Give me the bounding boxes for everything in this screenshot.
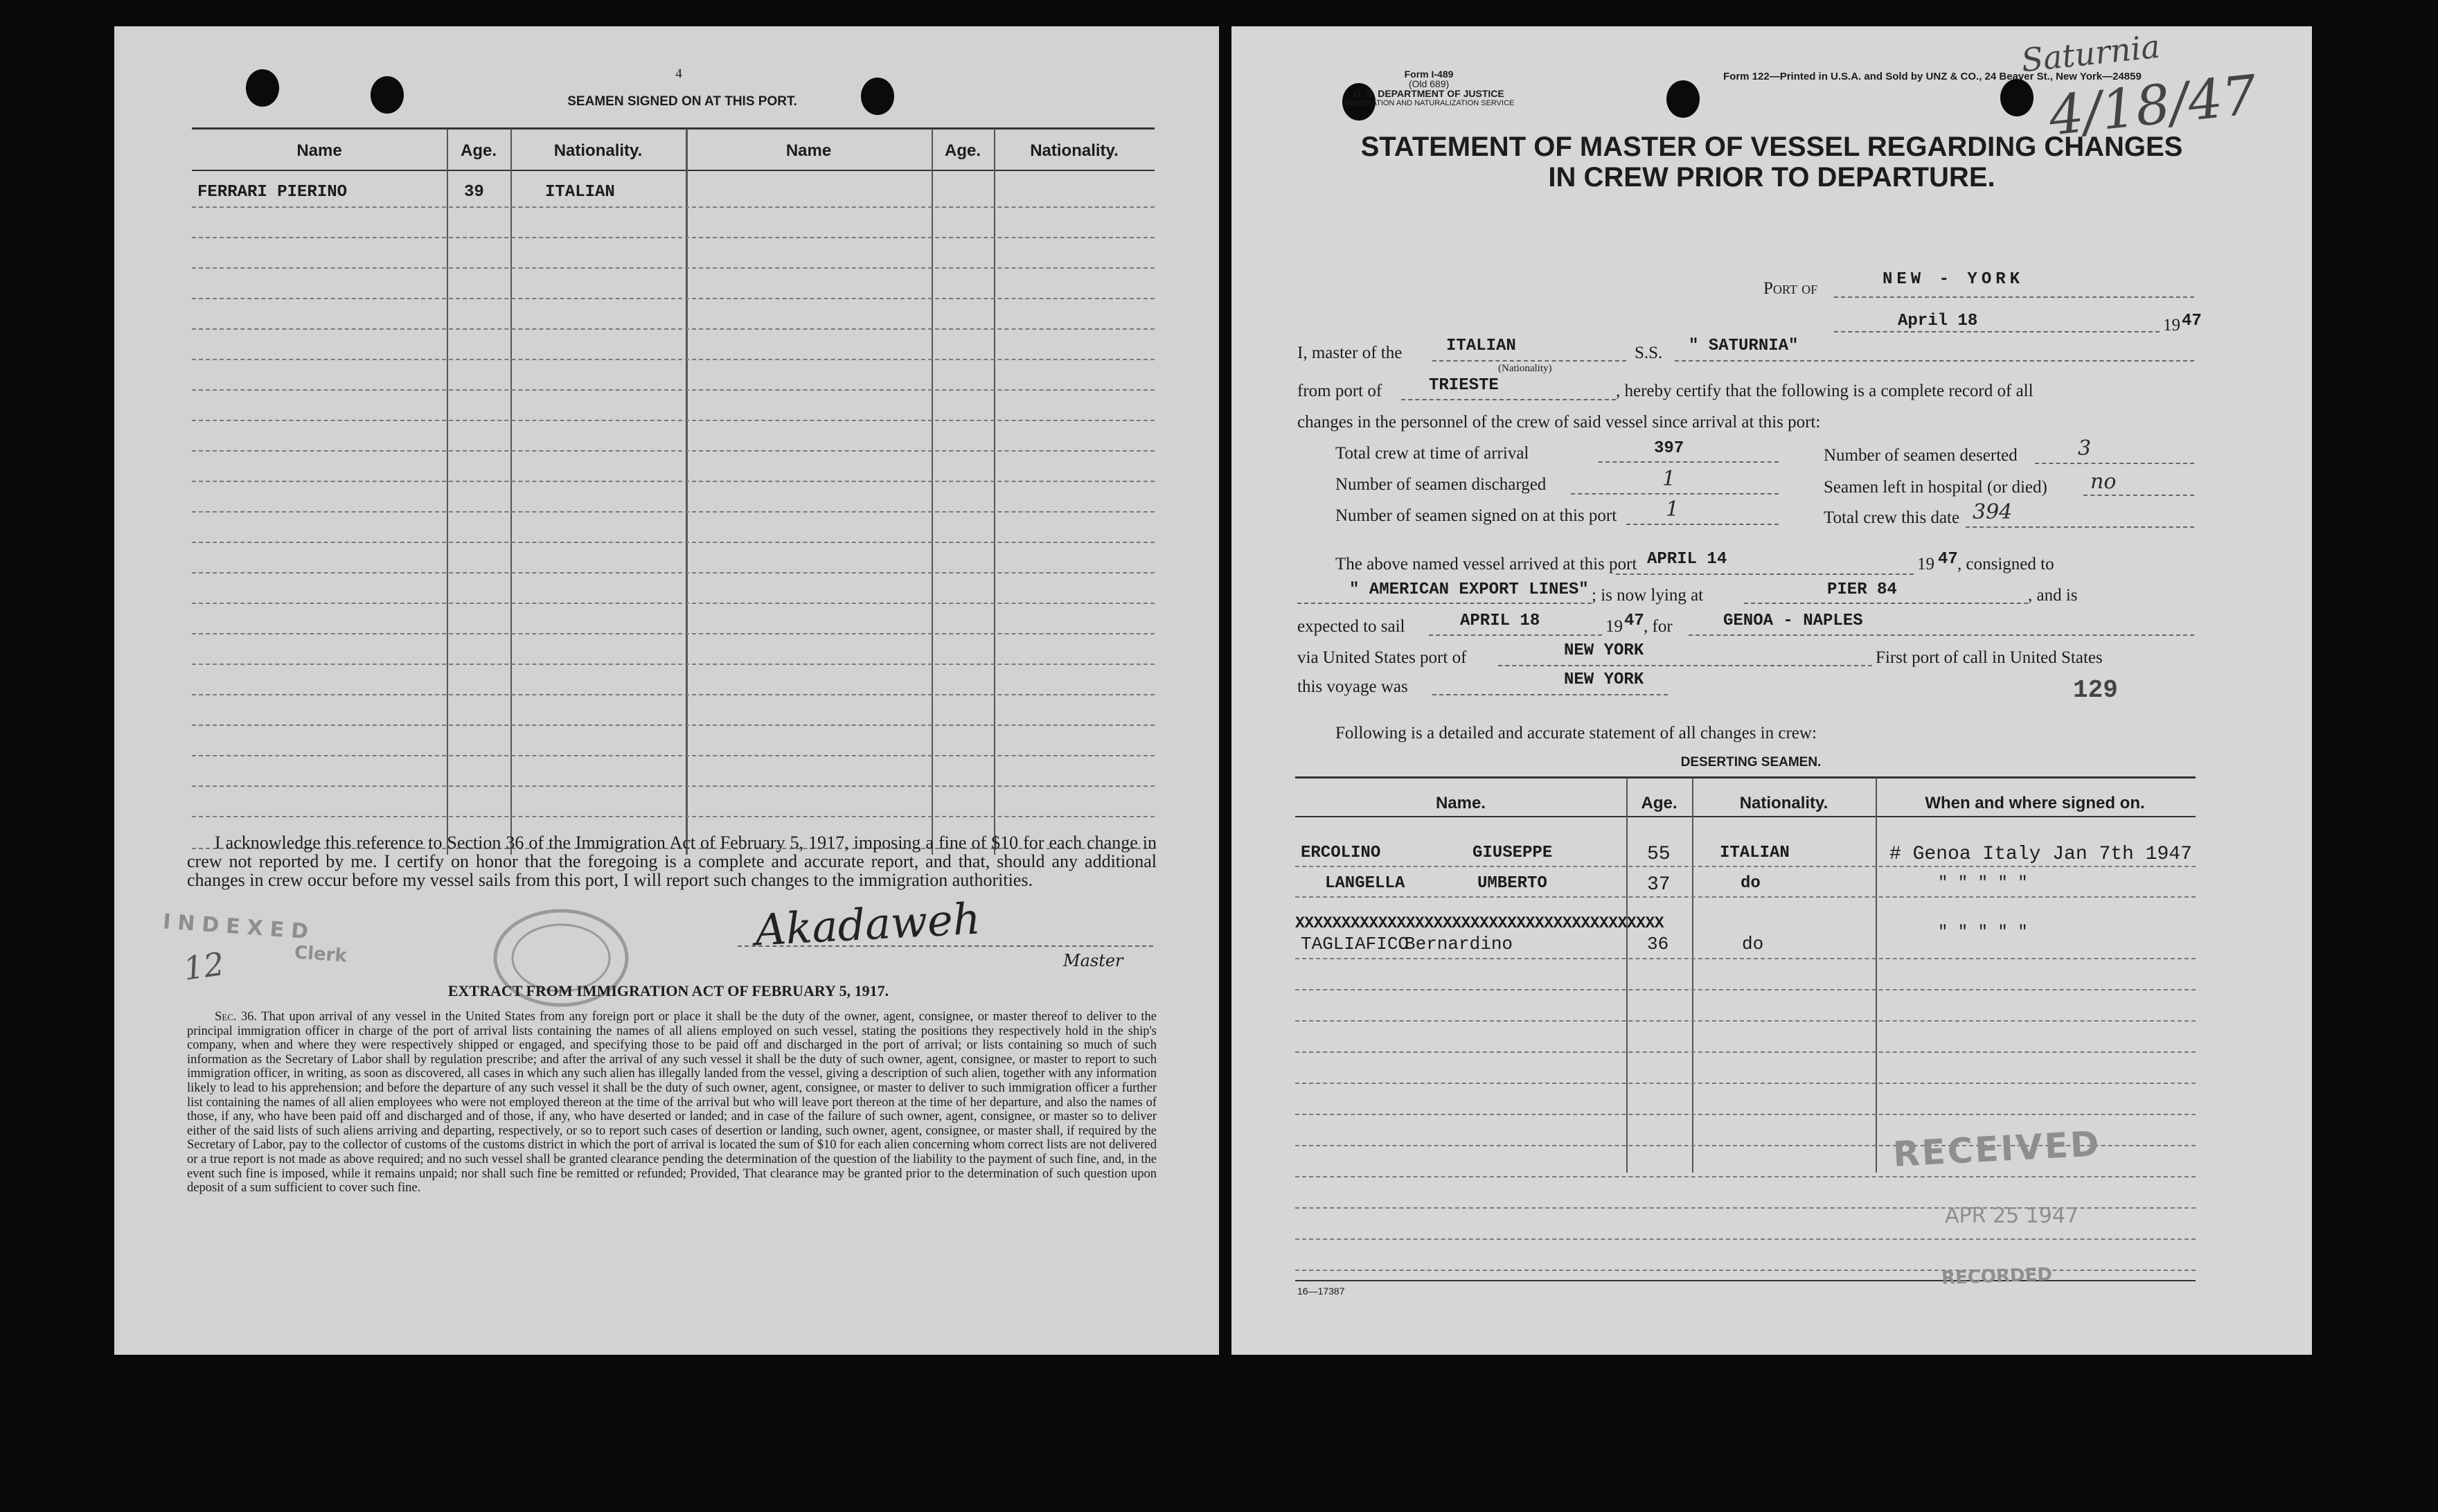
year-value: 47 (2182, 312, 2202, 330)
footer-code: 16—17387 (1297, 1286, 1345, 1297)
department: U. S. DEPARTMENT OF JUSTICE (1353, 88, 1504, 99)
deserter-nationality: do (1742, 934, 1764, 954)
row-line (192, 572, 1155, 573)
deserter-last-name: UMBERTO (1477, 874, 1547, 893)
title-line-2: IN CREW PRIOR TO DEPARTURE. (1548, 162, 1995, 193)
port-of-line (1834, 296, 2194, 298)
row-line (192, 237, 1155, 238)
title-line-1: STATEMENT OF MASTER OF VESSEL REGARDING CHANGES (1360, 132, 2183, 162)
printer-note: Form 122—Printed in U.S.A. and Sold by UNZ & CO., 24 Beaver St., New York—24859 (1723, 71, 2142, 82)
ship-line (1675, 360, 2194, 362)
row-line (1295, 1176, 2196, 1177)
row-line (1295, 1238, 2196, 1240)
fill-line (1616, 573, 1914, 575)
signature-line (738, 945, 1153, 947)
deserter-signed-on: " " " " " (1938, 874, 2028, 893)
for-value: GENOA - NAPLES (1723, 612, 1863, 630)
deserter-age: 37 (1647, 874, 1671, 896)
section-title: SEAMEN SIGNED ON AT THIS PORT. (567, 94, 797, 109)
master-label: Master (1063, 951, 1123, 970)
expected-year: 47 (1624, 612, 1644, 630)
nationality-line (1432, 360, 1626, 362)
fill-line (1599, 461, 1779, 463)
row-line (192, 328, 1155, 330)
fill-line (1966, 526, 2194, 528)
handwritten-ship-name: Saturnia (2019, 27, 2162, 80)
deserter-last-name: GIUSEPPE (1472, 844, 1553, 862)
punch-hole (371, 76, 404, 114)
row-line (1295, 1020, 2196, 1022)
row-line (1295, 1083, 2196, 1084)
consignee-value: " AMERICAN EXPORT LINES" (1349, 580, 1589, 599)
deserter-age: 55 (1647, 844, 1671, 865)
deserter-last-name: Bernardino (1405, 934, 1513, 954)
seaman-name: FERRARI PIERINO (197, 183, 348, 202)
column-header-name: Name (785, 141, 832, 160)
column-header-age: Age. (460, 141, 497, 160)
lying-label: ; is now lying at (1592, 586, 1704, 605)
arrived-year-prefix: 19 (1917, 555, 1934, 573)
deserter-signed-on: " " " " " (1938, 923, 2028, 942)
page-number: 4 (675, 66, 682, 81)
row-line (192, 450, 1155, 452)
sec-body: That upon arrival of any vessel in the United States from any foreign port or place it shall be the duty of the owner, agent, consignee, or master thereof to deliver to the principal immigration officer in charge of the port of arrival lists containing the names of all aliens employed on such vessel, stating the positions they respectively hold in the ship's company, when and where they were respectively shipped or engaged, and specifying those to be paid off and discharged in the port of arrival; or lists containing so much of such information as the Secretary of Labor shall by regulation prescribe; and after the arrival of any such vessel it shall be the duty of such owner, agent, consignee, or master to report to such immigration officer, in writing, as soon as discovered, all cases in which any such alien has illegally landed from the vessel, giving a description of such alien, together with any information likely to lead to his apprehension; and before the departure of any such vessel it shall be the duty of such owner, agent, consignee, or master to deliver to such immigration officer a further list containing the names of all alien employees who were not employed thereon at the time of the arrival but who will leave port thereon at the time of her departure, and also the names of those, if any, who have been paid off and discharged and of those, if any, who have deserted or landed; and in case of the failure of such owner, agent, consignee, or master so to deliver either of the said lists of such aliens arriving and departing, respectively, or so to report such cases of desertion or landing, such owner, agent, consignee, or master shall, if required by the Secretary of Labor, pay to the collector of customs of the customs district in which the port of arrival is located the sum of $10 for each alien concerning whom correct lists are not delivered or a true report is not made as above required; and no such vessel shall be granted clearance pending the determination of the question of the liability to the payment of such fine, and, in the event such fine is imposed, while it remains unpaid; nor shall such fine be remitted or refunded; Provided, That clearance may be granted prior to the determination of such question upon deposit of a sum sufficient to cover such fine. (187, 1010, 1157, 1195)
discharged-label: Number of seamen discharged (1335, 475, 1547, 494)
deserter-first-name: LANGELLA (1325, 874, 1405, 893)
expected-year-prefix: 19 (1605, 617, 1623, 636)
deserting-title: DESERTING SEAMEN. (1680, 755, 1822, 770)
row-line (1295, 958, 2196, 959)
row-line (1295, 896, 2196, 898)
right-page (1231, 26, 2312, 1355)
total-this-date-label: Total crew this date (1824, 508, 1960, 527)
column-header-age: Age. (1641, 794, 1678, 812)
arrived-year: 47 (1938, 550, 1958, 569)
row-line (192, 816, 1155, 817)
and-is: , and is (2028, 586, 2078, 605)
row-line (1295, 1114, 2196, 1115)
for-label: , for (1644, 617, 1673, 636)
deserter-signed-on: # Genoa Italy Jan 7th 1947 (1889, 844, 2192, 865)
port-of-label: Port of (1763, 279, 1818, 298)
row-line (192, 724, 1155, 726)
fill-line (2035, 463, 2194, 464)
certify-text: , hereby certify that the following is a complete record of all (1616, 382, 2034, 400)
column-header-nationality: Nationality. (1030, 141, 1119, 160)
row-line (1295, 989, 2196, 990)
deserted-label: Number of seamen deserted (1824, 446, 2018, 465)
extract-title: EXTRACT FROM IMMIGRATION ACT OF FEBRUARY 5, 1917. (447, 982, 889, 999)
row-line (192, 755, 1155, 756)
sec-36-text (187, 1010, 1157, 1195)
form-title (1301, 132, 2243, 193)
row-line (192, 206, 1155, 208)
total-this-date-value: 394 (1973, 500, 2013, 524)
nationality-caption: (Nationality) (1498, 363, 1552, 374)
following-text: Following is a detailed and accurate statement of all changes in crew: (1335, 724, 1817, 742)
date-line (1834, 331, 2160, 332)
row-line (1295, 1051, 2196, 1053)
deserter-first-name: ERCOLINO (1301, 844, 1381, 862)
row-line (192, 603, 1155, 604)
column-header-signed-on: When and where signed on. (1925, 794, 2145, 812)
lying-value: PIER 84 (1827, 580, 1897, 599)
acknowledgement-text: I acknowledge this reference to Section 36 of the Immigration Act of February 5, 1917, imposing a fine of $10 for each change in crew not reported by me. I certify on honor that the foregoing is a complete and accurate report, and that, should any additional changes in crew occur before my vessel sails from this port, I will report such changes to the immigration authorities. (187, 833, 1157, 890)
first-port-label: First port of call in United States (1876, 648, 2103, 667)
arrived-value: APRIL 14 (1647, 550, 1727, 569)
row-line (192, 633, 1155, 634)
year-prefix: 19 (2163, 316, 2180, 335)
punch-hole (2000, 79, 2034, 116)
discharged-value: 1 (1662, 467, 1676, 491)
fill-line (1297, 603, 1592, 604)
hospital-label: Seamen left in hospital (or died) (1824, 478, 2047, 497)
fill-line (2083, 495, 2194, 496)
date-value: April 18 (1898, 312, 1978, 330)
seaman-age: 39 (464, 183, 484, 202)
from-port-value: TRIESTE (1429, 376, 1499, 395)
stamp-number: 129 (2073, 676, 2118, 704)
row-line (192, 267, 1155, 269)
expected-value: APRIL 18 (1460, 612, 1540, 630)
table-bottom-rule (1295, 1280, 2196, 1281)
fill-line (1498, 665, 1872, 666)
hospital-value: no (2090, 470, 2117, 494)
consigned-label: , consigned to (1957, 555, 2054, 573)
deserter-nationality: do (1741, 874, 1761, 893)
row-line (192, 694, 1155, 695)
fill-line (1744, 603, 2028, 604)
voyage-label: this voyage was (1297, 677, 1408, 696)
arrived-label: The above named vessel arrived at this port (1335, 555, 1637, 573)
row-line (1295, 866, 2196, 867)
from-port-label: from port of (1297, 382, 1382, 400)
total-crew-arrival-value: 397 (1654, 439, 1684, 458)
header-rule (192, 170, 1155, 171)
struck-out-row: XXXXXXXXXXXXXXXXXXXXXXXXXXXXXXXXXXXXXXXX (1295, 914, 1664, 932)
signed-on-value: 1 (1666, 497, 1680, 522)
master-signature: Akadaweh (754, 893, 982, 956)
column-header-nationality: Nationality. (553, 141, 643, 160)
left-page (114, 26, 1219, 1355)
expected-label: expected to sail (1297, 617, 1405, 636)
row-line (192, 664, 1155, 665)
column-header-age: Age. (944, 141, 981, 160)
seaman-nationality: ITALIAN (545, 183, 615, 202)
deserted-value: 3 (2078, 436, 2092, 461)
clerk-stamp: Clerk (294, 942, 348, 967)
deserter-age: 36 (1647, 934, 1669, 954)
from-port-line (1401, 399, 1616, 400)
total-crew-arrival-label: Total crew at time of arrival (1335, 444, 1529, 463)
fill-line (1626, 524, 1779, 525)
punch-hole (246, 69, 279, 107)
row-line (192, 359, 1155, 360)
handwritten-date: 4/18/47 (2046, 64, 2260, 148)
received-date-stamp: APR 25 1947 (1945, 1204, 2079, 1228)
nationality-value: ITALIAN (1446, 337, 1516, 355)
signed-on-label: Number of seamen signed on at this port (1335, 506, 1617, 525)
service: IMMIGRATION AND NATURALIZATION SERVICE (1343, 99, 1515, 107)
row-line (192, 481, 1155, 482)
punch-hole (861, 78, 894, 115)
fill-line (1429, 634, 1602, 636)
received-stamp: RECEIVED (1892, 1123, 2102, 1175)
header-rule (1295, 816, 2196, 817)
row-line (192, 542, 1155, 543)
master-of-label: I, master of the (1297, 344, 1403, 362)
ss-label: S.S. (1635, 344, 1663, 362)
column-header-name: Name. (1435, 794, 1486, 812)
port-of-value: NEW - YORK (1883, 270, 2025, 289)
changes-text: changes in the personnel of the crew of said vessel since arrival at this port: (1297, 413, 1821, 432)
row-line (192, 298, 1155, 299)
row-line (192, 511, 1155, 513)
via-label: via United States port of (1297, 648, 1467, 667)
voyage-value: NEW YORK (1564, 670, 1644, 689)
row-line (192, 785, 1155, 787)
table-top-rule (192, 127, 1155, 130)
punch-hole (1666, 80, 1700, 118)
fill-line (1571, 493, 1779, 495)
deserter-nationality: ITALIAN (1720, 844, 1790, 862)
column-header-nationality: Nationality. (1739, 794, 1828, 812)
ship-name-value: " SATURNIA" (1689, 337, 1799, 355)
recorded-stamp: RECORDED (1941, 1264, 2053, 1289)
fill-line (1432, 694, 1668, 695)
fill-line (1689, 634, 2194, 636)
row-line (1295, 1270, 2196, 1271)
indexed-stamp: INDEXED (162, 909, 317, 945)
column-header-name: Name (296, 141, 342, 160)
form-number: Form I-489 (1404, 69, 1454, 80)
deserter-first-name: TAGLIAFICO (1301, 934, 1409, 954)
sec-label: Sec. 36. (215, 1010, 258, 1024)
row-line (192, 389, 1155, 391)
row-line (192, 420, 1155, 421)
form-old-number: (Old 689) (1408, 78, 1450, 89)
clerk-initials: 12 (181, 945, 227, 988)
form-id-block (1325, 69, 1533, 108)
table-top-rule (1295, 776, 2196, 779)
via-value: NEW YORK (1564, 641, 1644, 660)
